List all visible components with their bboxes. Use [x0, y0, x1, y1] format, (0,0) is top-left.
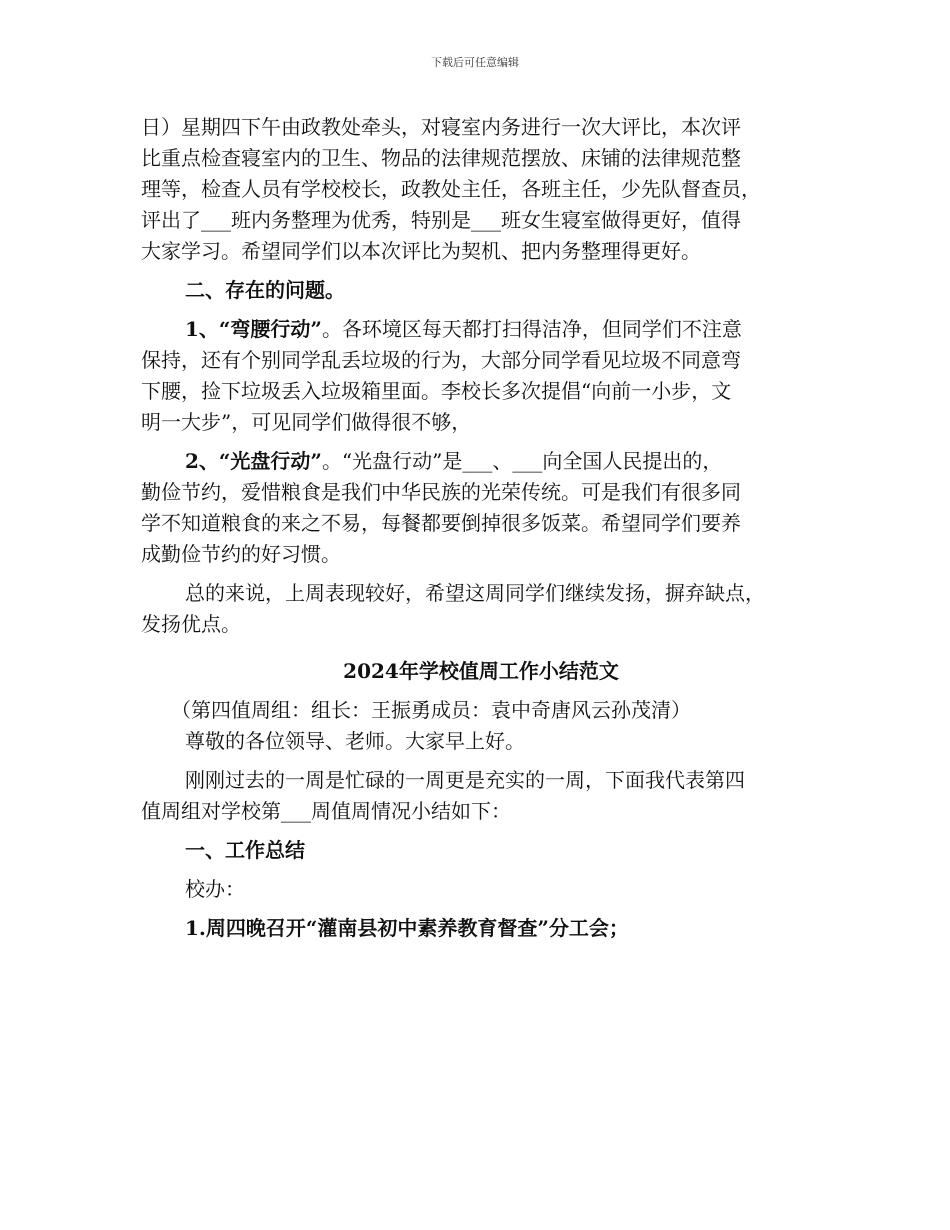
section-heading-problems: 二、存在的问题。	[185, 278, 345, 302]
text-line: 学不知道粮食的来之不易，每餐都要倒掉很多饭菜。希望同学们要养	[141, 511, 741, 535]
problem-label: 1、“弯腰行动”	[185, 317, 322, 341]
blank-page-area	[0, 1040, 950, 1230]
duty-group-line: （第四值周组：组长：王振勇成员：袁中奇唐风云孙茂清）	[171, 698, 691, 722]
text-line: 明一大步”，可见同学们做得很不够，	[141, 410, 472, 434]
text-line: 刚刚过去的一周是忙碌的一周更是充实的一周，下面我代表第四	[185, 768, 745, 792]
text-line: 保持，还有个别同学乱丢垃圾的行为，大部分同学看见垃圾不同意弯	[141, 348, 741, 372]
work-item-1: 1.周四晚召开“灌南县初中素养教育督查”分工会；	[185, 916, 629, 940]
text-line: 理等，检查人员有学校校长，政教处主任，各班主任，少先队督查员，	[141, 177, 761, 201]
document-title: 2024年学校值周工作小结范文	[343, 659, 619, 683]
problem-item-clean-plate	[141, 446, 821, 570]
text-line: 成勤俭节约的好习惯。	[141, 542, 341, 566]
office-label: 校办：	[185, 877, 245, 901]
header-note: 下载后可任意编辑	[431, 56, 519, 69]
text-line: 。“光盘行动”是___、___向全国人民提出的，	[321, 449, 723, 473]
problem-label: 2、“光盘行动”	[185, 449, 322, 473]
text-line: 值周组对学校第___周值周情况小结如下：	[141, 799, 511, 823]
text-line: 勤俭节约，爱惜粮食是我们中华民族的光荣传统。可是我们有很多同	[141, 480, 741, 504]
paragraph-dormitory-evaluation	[141, 112, 821, 267]
text-line: 评出了___班内务整理为优秀，特别是___班女生寝室做得更好，值得	[141, 208, 741, 232]
text-line: 下腰，捡下垃圾丢入垃圾箱里面。李校长多次提倡“向前一小步，文	[141, 379, 732, 403]
intro-paragraph	[141, 765, 821, 827]
greeting-line: 尊敬的各位领导、老师。大家早上好。	[185, 729, 525, 753]
text-line: 发扬优点。	[141, 612, 241, 636]
text-line: 大家学习。希望同学们以本次评比为契机、把内务整理得更好。	[141, 239, 701, 263]
problem-item-bending	[141, 314, 821, 438]
text-line: 总的来说，上周表现较好，希望这周同学们继续发扬，摒弃缺点，	[185, 581, 765, 605]
text-line: 比重点检查寝室内的卫生、物品的法律规范摆放、床铺的法律规范整	[141, 146, 741, 170]
text-line: 日）星期四下午由政教处牵头，对寝室内务进行一次大评比，本次评	[141, 115, 741, 139]
text-line: 。各环境区每天都打扫得洁净，但同学们不注意	[321, 317, 742, 341]
section-heading-work-summary: 一、工作总结	[185, 838, 305, 862]
summary-paragraph	[141, 578, 821, 640]
document-body	[141, 112, 821, 944]
